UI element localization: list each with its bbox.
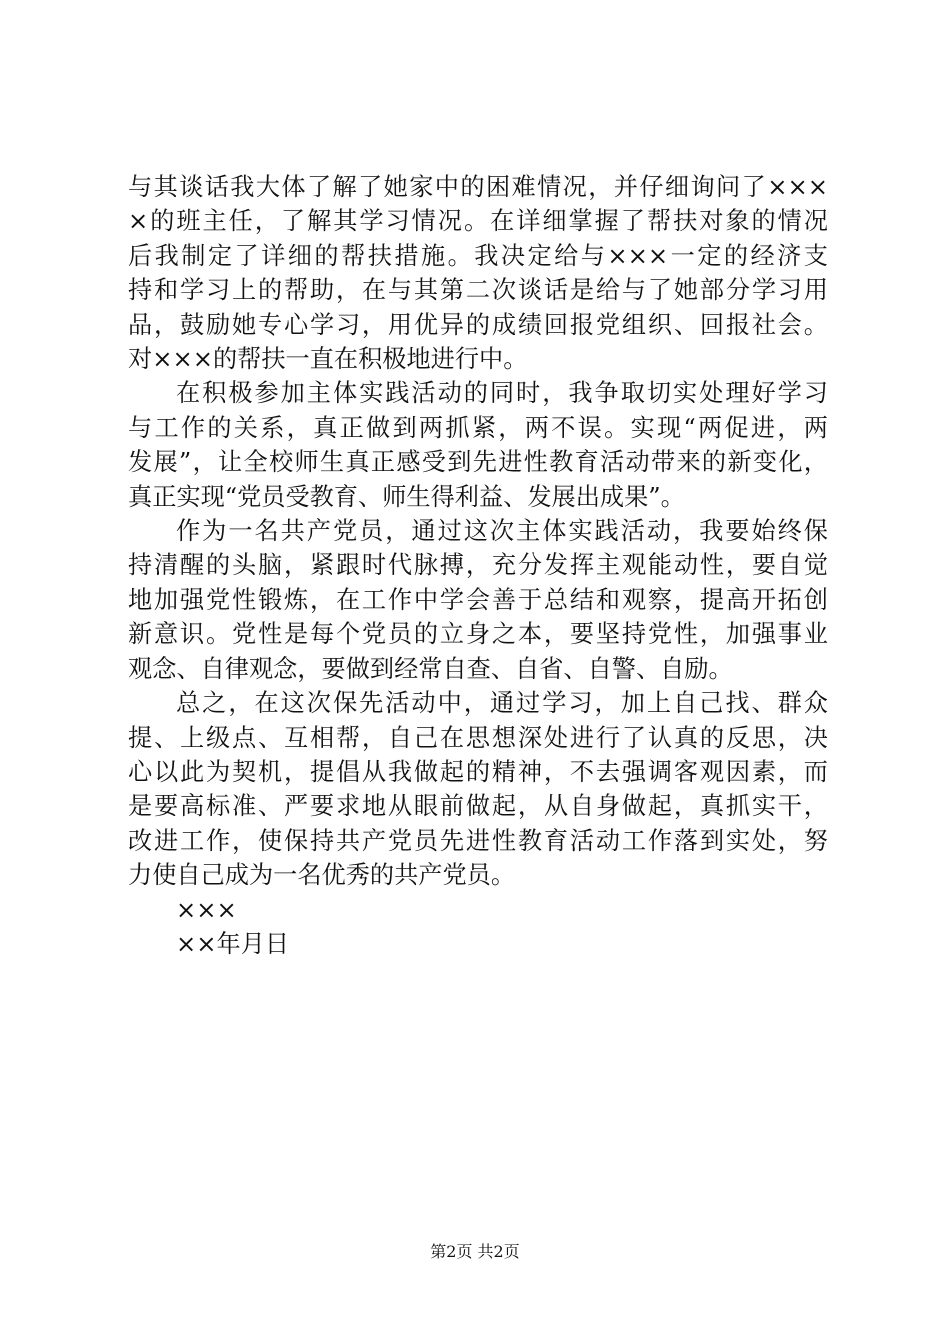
text-line: 对×××的帮扶一直在积极地进行中。 bbox=[128, 345, 528, 374]
document-body bbox=[128, 170, 828, 961]
text-line: ××× bbox=[176, 895, 237, 924]
text-line: ××年月日 bbox=[176, 929, 290, 958]
text-line: 心以此为契机，提倡从我做起的精神，不去强调客观因素，而 bbox=[128, 757, 828, 786]
text-line: 与工作的关系，真正做到两抓紧，两不误。实现“两促进，两 bbox=[128, 413, 828, 442]
page-footer: 第2页 共2页 bbox=[430, 1242, 520, 1261]
text-line: 是要高标准、严要求地从眼前做起，从自身做起，真抓实干， bbox=[128, 792, 828, 821]
text-line: 真正实现“党员受教育、师生得利益、发展出成果”。 bbox=[128, 482, 685, 511]
text-line: 总之，在这次保先活动中，通过学习，加上自己找、群众 bbox=[176, 689, 828, 718]
text-line: 后我制定了详细的帮扶措施。我决定给与×××一定的经济支 bbox=[128, 241, 828, 270]
text-line: 观念、自律观念，要做到经常自查、自省、自警、自励。 bbox=[128, 654, 733, 683]
text-line: 与其谈话我大体了解了她家中的困难情况，并仔细询问了××× bbox=[128, 173, 828, 201]
text-line: 地加强党性锻炼，在工作中学会善于总结和观察，提高开拓创 bbox=[128, 585, 828, 614]
text-line: 在积极参加主体实践活动的同时，我争取切实处理好学习 bbox=[176, 379, 828, 408]
text-line: ×的班主任，了解其学习情况。在详细掌握了帮扶对象的情况 bbox=[128, 207, 828, 236]
text-line: 新意识。党性是每个党员的立身之本，要坚持党性，加强事业 bbox=[128, 620, 828, 649]
text-line: 提、上级点、互相帮，自己在思想深处进行了认真的反思，决 bbox=[128, 723, 828, 752]
text-line: 力使自己成为一名优秀的共产党员。 bbox=[128, 861, 516, 890]
text-line: 作为一名共产党员，通过这次主体实践活动，我要始终保 bbox=[176, 517, 828, 546]
text-line: 发展”，让全校师生真正感受到先进性教育活动带来的新变化， bbox=[128, 448, 828, 477]
text-line: 持和学习上的帮助，在与其第二次谈话是给与了她部分学习用 bbox=[128, 276, 828, 305]
text-line: 品，鼓励她专心学习，用优异的成绩回报党组织、回报社会。 bbox=[128, 310, 828, 339]
text-line: 改进工作，使保持共产党员先进性教育活动工作落到实处，努 bbox=[128, 826, 828, 855]
text-line: 持清醒的头脑，紧跟时代脉搏，充分发挥主观能动性，要自觉 bbox=[128, 551, 828, 580]
